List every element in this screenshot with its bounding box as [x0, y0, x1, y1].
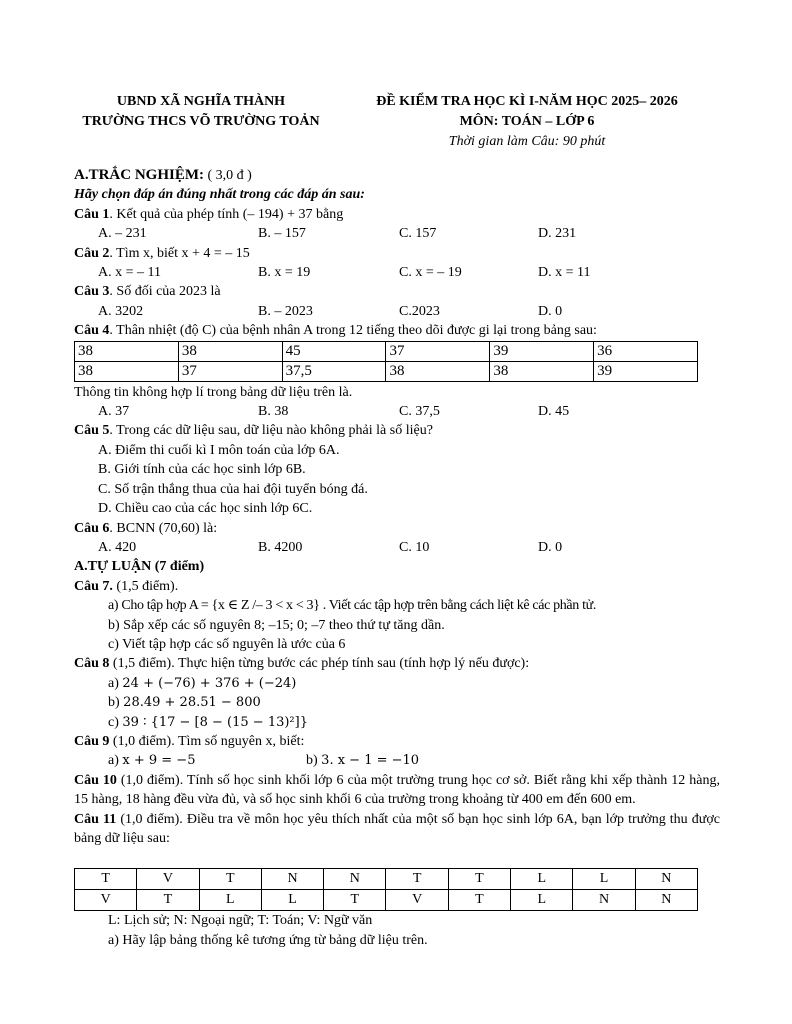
section-a-title: A.TRẮC NGHIỆM:	[74, 167, 204, 183]
table-cell: L	[511, 869, 573, 890]
question-2	[74, 244, 724, 263]
question-text: . Thân nhiệt (độ C) của bệnh nhân A trong 12 tiếng theo dõi được gi lại trong bảng sau:	[109, 323, 597, 339]
table-cell: V	[137, 869, 199, 890]
table-cell: V	[386, 890, 448, 911]
item-prefix: a)	[108, 753, 123, 769]
question-text: . Tìm x, biết x + 4 = – 15	[109, 245, 250, 261]
question-label: Câu 9	[74, 733, 110, 749]
table-cell: T	[448, 869, 510, 890]
item-prefix: c)	[108, 714, 123, 730]
table-cell: L	[261, 890, 323, 911]
item-prefix: b)	[108, 695, 124, 711]
exam-title: ĐỀ KIỂM TRA HỌC KÌ I-NĂM HỌC 2025– 2026	[376, 94, 678, 109]
question-label: Câu 11	[74, 811, 117, 827]
table-cell: 37,5	[282, 361, 386, 381]
question-11	[74, 810, 720, 849]
item-prefix: a)	[108, 675, 123, 691]
exam-header	[348, 92, 706, 152]
temperature-table	[74, 341, 698, 382]
exam-subject: MÔN: TOÁN – LỚP 6	[459, 114, 595, 129]
question-11-a: a) Hãy lập bảng thống kê tương ứng từ bảng dữ liệu trên.	[108, 932, 428, 948]
question-label: Câu 6	[74, 520, 110, 536]
exam-duration: Thời gian làm Câu: 90 phút	[448, 134, 606, 149]
question-10	[74, 771, 720, 810]
table-cell: N	[573, 890, 635, 911]
table-cell: V	[75, 890, 137, 911]
question-6	[74, 519, 724, 538]
table-cell: 38	[75, 361, 179, 381]
table-cell: 38	[386, 361, 490, 381]
option-a: A. x = – 11	[98, 265, 161, 281]
table-cell: T	[137, 890, 199, 911]
question-label: Câu 1	[74, 206, 110, 222]
table-cell: 39	[490, 341, 594, 361]
option-c: C. 157	[399, 226, 437, 242]
option-a: A. Điểm thi cuối kì I môn toán của lớp 6A.	[98, 442, 340, 458]
option-b: B. 38	[258, 404, 289, 420]
math-expression: 28.49 + 28.51 − 800	[123, 695, 261, 711]
option-b: B. Giới tính của các học sinh lớp 6B.	[98, 462, 306, 478]
table-cell: 38	[75, 341, 179, 361]
option-a: A. 37	[98, 404, 130, 420]
question-9-a	[108, 751, 306, 770]
question-6-options	[74, 538, 724, 557]
question-text: (1,0 điểm). Tính số học sinh khối lớp 6 của một trường trung học cơ sở. Biết rằng khi xếp thành 12 hàng, 15 hàng, 18 hàng đều vừa đủ, và số học sinh khối 6 của trường trong khoảng từ 400 em đến 600 em.	[74, 772, 720, 808]
question-3-options	[74, 302, 724, 321]
question-text: . Trong các dữ liệu sau, dữ liệu nào không phải là số liệu?	[109, 423, 433, 439]
option-c: C. Số trận thắng thua của hai đội tuyển bóng đá.	[98, 481, 368, 497]
question-label: Câu 7.	[74, 578, 113, 594]
table-cell: T	[448, 890, 510, 911]
question-2-options	[74, 263, 724, 282]
question-4-followup: Thông tin không hợp lí trong bảng dữ liệu trên là.	[74, 384, 353, 400]
table-row	[75, 341, 698, 361]
option-c: C. x = – 19	[399, 265, 462, 281]
question-8-b	[74, 693, 724, 712]
question-text: (1,5 điểm).	[112, 578, 179, 594]
math-expression: 3. x − 1 = −10	[321, 753, 420, 769]
table-cell: L	[573, 869, 635, 890]
question-7-b: b) Sắp xếp các số nguyên 8; –15; 0; –7 theo thứ tự tăng dần.	[108, 617, 445, 633]
question-9-items	[74, 751, 724, 770]
option-a: A. 3202	[98, 303, 144, 319]
option-d: D. x = 11	[538, 265, 591, 281]
table-cell: T	[199, 869, 261, 890]
option-a: A. 420	[98, 539, 137, 555]
question-text: . Số đối của 2023 là	[109, 284, 221, 300]
table-row	[75, 890, 698, 911]
option-b: B. – 157	[258, 226, 306, 242]
question-5	[74, 421, 724, 440]
section-b-title: A.TỰ LUẬN (7 điểm)	[74, 559, 205, 575]
question-label: Câu 3	[74, 284, 110, 300]
table-cell: 37	[386, 341, 490, 361]
question-label: Câu 2	[74, 245, 110, 261]
option-b: B. 4200	[258, 539, 303, 555]
table-cell: 36	[594, 341, 698, 361]
table-cell: N	[635, 890, 697, 911]
question-text: . Kết quả của phép tính (– 194) + 37 bằng	[109, 206, 344, 222]
option-d: D. 45	[538, 404, 570, 420]
question-7-a: a) Cho tập hợp A = {x ∈ Z /– 3 < x < 3} . Viết các tập hợp trên bằng cách liệt kê các phần tử.	[108, 598, 597, 614]
option-d: D. 231	[538, 226, 577, 242]
table-cell: L	[511, 890, 573, 911]
question-7-c: c) Viết tập hợp các số nguyên là ước của 6	[108, 636, 346, 652]
question-11-legend: L: Lịch sử; N: Ngoại ngữ; T: Toán; V: Ngữ văn	[108, 913, 373, 929]
table-cell: 38	[178, 341, 282, 361]
question-label: Câu 10	[74, 772, 117, 788]
question-text: (1,5 điểm). Thực hiện từng bước các phép tính sau (tính hợp lý nếu được):	[109, 656, 530, 672]
table-cell: 38	[490, 361, 594, 381]
table-row	[75, 869, 698, 890]
table-cell: T	[324, 890, 386, 911]
question-4	[74, 321, 724, 340]
subject-survey-table	[74, 868, 698, 911]
math-expression: x + 9 = −5	[122, 753, 196, 769]
table-cell: T	[75, 869, 137, 890]
math-expression: 24 + (−76) + 376 + (−24)	[122, 675, 297, 691]
table-cell: 37	[178, 361, 282, 381]
table-cell: N	[635, 869, 697, 890]
question-text: (1,0 điểm). Điều tra về môn học yêu thích nhất của một số bạn học sinh lớp 6A, bạn lớp trưởng thu được bảng dữ liệu sau:	[74, 811, 720, 846]
option-c: C. 37,5	[399, 404, 440, 420]
section-a-heading	[74, 166, 724, 185]
table-cell: 39	[594, 361, 698, 381]
question-8-c	[74, 713, 724, 732]
question-8-a	[74, 674, 724, 693]
option-c: C.2023	[399, 303, 440, 319]
school-name: TRƯỜNG THCS VÕ TRƯỜNG TOẢN	[82, 114, 320, 129]
option-a: A. – 231	[98, 226, 147, 242]
question-8	[74, 654, 724, 673]
table-cell: T	[386, 869, 448, 890]
question-label: Câu 4	[74, 323, 110, 339]
table-cell: L	[199, 890, 261, 911]
table-cell: N	[261, 869, 323, 890]
option-c: C. 10	[399, 539, 430, 555]
option-b: B. – 2023	[258, 303, 313, 319]
option-d: D. 0	[538, 303, 563, 319]
table-cell: 45	[282, 341, 386, 361]
question-label: Câu 5	[74, 423, 110, 439]
item-prefix: b)	[306, 753, 322, 769]
option-b: B. x = 19	[258, 265, 311, 281]
question-9-b	[306, 751, 419, 770]
table-cell: N	[324, 869, 386, 890]
option-d: D. Chiều cao của các học sinh lớp 6C.	[98, 501, 313, 517]
math-expression: 39 ∶ {17 − [8 − (15 − 13)²]}	[122, 714, 308, 730]
question-9	[74, 732, 724, 751]
question-4-options	[74, 402, 724, 421]
question-1	[74, 205, 724, 224]
question-text: (1,0 điểm). Tìm số nguyên x, biết:	[109, 733, 305, 749]
question-7	[74, 577, 724, 596]
question-1-options	[74, 224, 724, 243]
question-text: . BCNN (70,60) là:	[109, 520, 218, 536]
district-name: UBND XÃ NGHĨA THÀNH	[116, 94, 286, 109]
section-a-points: ( 3,0 đ )	[204, 168, 252, 183]
exam-content	[74, 166, 724, 950]
question-3	[74, 282, 724, 301]
question-label: Câu 8	[74, 656, 110, 672]
school-header	[40, 92, 362, 132]
table-row	[75, 361, 698, 381]
section-a-instruction: Hãy chọn đáp án đúng nhất trong các đáp án sau:	[74, 187, 365, 203]
option-d: D. 0	[538, 539, 563, 555]
